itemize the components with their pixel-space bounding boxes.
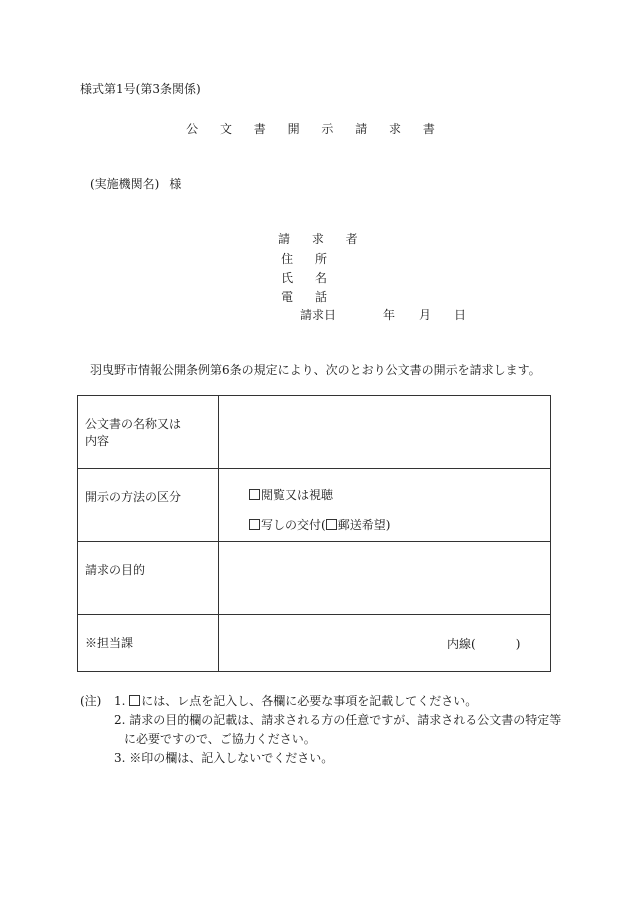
disclosure-method-field xyxy=(219,469,551,542)
intro-statement: 羽曳野市情報公開条例第6条の規定により、次のとおり公文書の開示を請求します。 xyxy=(90,363,541,377)
table-row-disclosure-method xyxy=(78,469,551,542)
extension-open: 内線( xyxy=(447,637,476,651)
notes-heading: (注) xyxy=(80,694,102,708)
note-3-number: 3. xyxy=(114,751,126,765)
mail-checkbox[interactable] xyxy=(326,519,337,530)
department-label: ※担当課 xyxy=(78,615,219,672)
view-checkbox[interactable] xyxy=(249,489,260,500)
document-name-label-line2: 内容 xyxy=(85,434,110,448)
addressee-org: (実施機関名) xyxy=(90,177,160,191)
addressee xyxy=(90,175,181,192)
department-field xyxy=(219,615,551,672)
year-label: 年 xyxy=(383,308,396,322)
purpose-label: 請求の目的 xyxy=(78,542,219,615)
requester-heading: 請 求 者 xyxy=(278,232,367,246)
disclosure-method-label: 開示の方法の区分 xyxy=(78,469,219,542)
name-label: 氏 名 xyxy=(281,271,336,285)
addressee-honorific: 様 xyxy=(169,177,182,191)
address-label: 住 所 xyxy=(281,252,336,266)
option-view-label: 閲覧又は視聴 xyxy=(261,488,334,502)
copy-checkbox[interactable] xyxy=(249,519,260,530)
month-label: 月 xyxy=(419,308,432,322)
purpose-field[interactable] xyxy=(219,542,551,615)
option-copy xyxy=(249,516,390,533)
extension-close: ) xyxy=(515,637,521,651)
note-3 xyxy=(114,749,333,766)
checkbox-sample-icon xyxy=(129,695,140,706)
phone-label: 電 話 xyxy=(281,290,336,304)
option-mail-label: 郵送希望) xyxy=(337,518,391,532)
request-date-label: 請求日 xyxy=(300,308,337,322)
table-row-purpose xyxy=(78,542,551,615)
document-title: 公 文 書 開 示 請 求 書 xyxy=(186,122,444,136)
document-name-label-cell xyxy=(78,396,219,469)
form-number: 様式第1号(第3条関係) xyxy=(80,82,201,96)
note-2-continued: に必要ですので、ご協力ください。 xyxy=(124,732,316,746)
option-copy-label: 写しの交付( xyxy=(261,518,326,532)
extension xyxy=(447,635,520,652)
note-1-number: 1. xyxy=(114,694,126,708)
option-view xyxy=(249,486,333,503)
request-table xyxy=(77,395,551,672)
day-label: 日 xyxy=(454,308,467,322)
note-2-text: 請求の目的欄の記載は、請求される方の任意ですが、請求される公文書の特定等 xyxy=(129,713,562,727)
note-2-number: 2. xyxy=(114,713,126,727)
note-2 xyxy=(114,711,561,728)
note-1-text: には、レ点を記入し、各欄に必要な事項を記載してください。 xyxy=(141,694,478,708)
note-3-text: ※印の欄は、記入しないでください。 xyxy=(129,751,334,765)
table-row-department xyxy=(78,615,551,672)
document-name-label-line1: 公文書の名称又は xyxy=(85,417,182,431)
document-name-field[interactable] xyxy=(219,396,551,469)
note-1 xyxy=(114,692,477,709)
table-row-document-name xyxy=(78,396,551,469)
